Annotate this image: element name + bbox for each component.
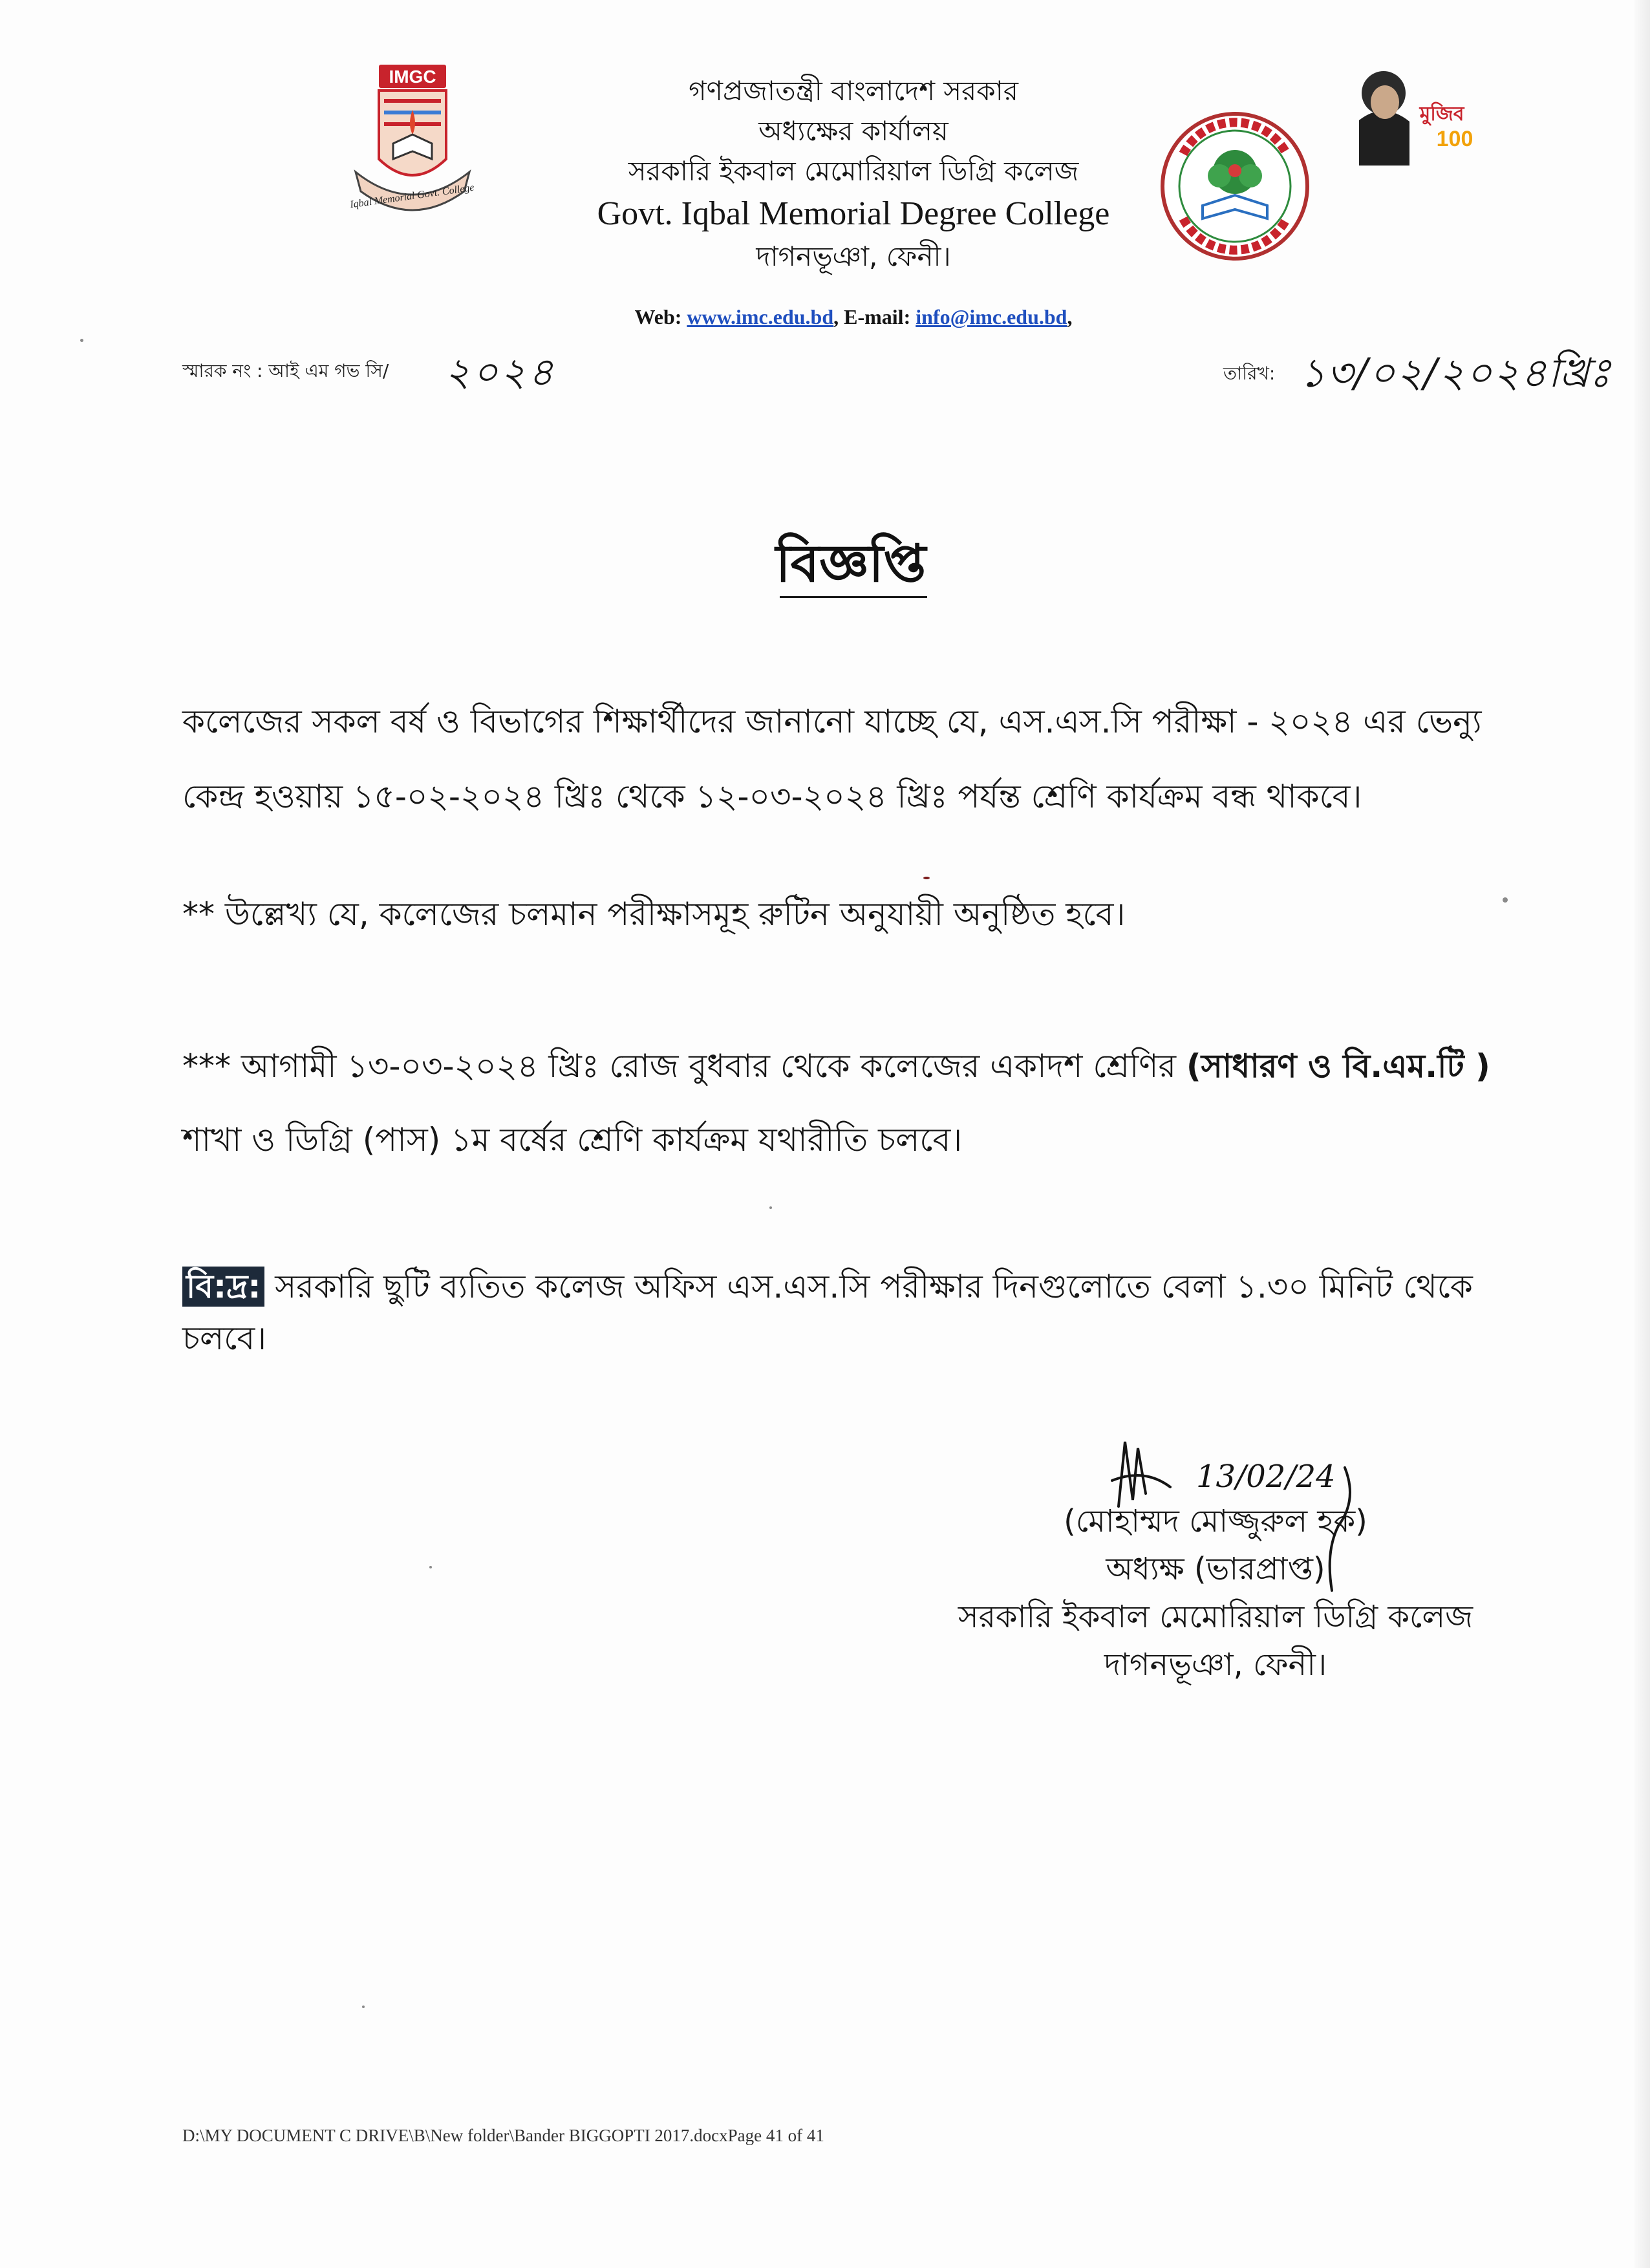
scan-edge: [1634, 0, 1650, 2268]
gov-name: গণপ্রজাতন্ত্রী বাংলাদেশ সরকার: [689, 75, 1018, 107]
notice-paragraph-1: কলেজের সকল বর্ষ ও বিভাগের শিক্ষার্থীদের জানানো যাচ্ছে যে, এস.এস.সি পরীক্ষা - ২০২৪ এর ভেন্যু কেন্দ্র হওয়ায় ১৫-০২-২০২৪ খ্রিঃ থেকে ১২-০৩-২০২৪ খ্রিঃ পর্যন্ত শ্রেণি কার্যক্রম বন্ধ থাকবে।: [182, 703, 1482, 815]
notice-title: বিজ্ঞপ্তি: [775, 533, 927, 594]
note-tag: বি:দ্র:: [182, 1267, 264, 1307]
college-logo: [348, 62, 477, 224]
website-link[interactable]: www.imc.edu.bd: [687, 305, 834, 328]
logo-banner: Iqbal Memorial Govt. College: [349, 182, 475, 211]
signatory-name: (মোহাম্মদ মোজ্জুরুল হক): [1064, 1503, 1367, 1539]
scan-speck: [80, 339, 83, 342]
college-name-bn: সরকারি ইকবাল মেমোরিয়াল ডিগ্রি কলেজ: [628, 155, 1079, 187]
date-label: তারিখ:: [1223, 363, 1276, 384]
notice-paragraph-4: [182, 1261, 1540, 1364]
college-location: দাগনভূঞা, ফেনী।: [756, 241, 951, 272]
notice-paragraph-2: ** উল্লেখ্য যে, কলেজের চলমান পরীক্ষাসমূহ রুটিন অনুযায়ী অনুষ্ঠিত হবে।: [182, 895, 1126, 933]
scan-speck: [923, 877, 930, 879]
date-value: ১৩/০২/২০২৪খ্রিঃ: [1300, 349, 1612, 396]
p3-text-b: শাখা ও ডিগ্রি (পাস) ১ম বর্ষের শ্রেণি কার্যক্রম যথারীতি চলবে।: [182, 1121, 963, 1159]
college-name-en: Govt. Iqbal Memorial Degree College: [597, 195, 1110, 232]
scan-speck: [1503, 897, 1508, 903]
contact-suffix: ,: [1067, 305, 1073, 328]
signature-date: 13/02/24: [1196, 1459, 1336, 1495]
memo-label: স্মারক নং : আই এম গভ সি/: [182, 360, 389, 381]
signatory-designation: অধ্যক্ষ (ভারপ্রাপ্ত): [1106, 1551, 1325, 1587]
scan-speck: [429, 1566, 432, 1568]
shikkha-seal-logo: [1157, 109, 1312, 264]
mujib-100-logo: [1345, 62, 1481, 172]
office-name: অধ্যক্ষের কার্যালয়: [758, 115, 948, 147]
memo-number: ২০২৪: [445, 350, 556, 395]
p4-text: সরকারি ছুটি ব্যতিত কলেজ অফিস এস.এস.সি পরীক্ষার দিনগুলোতে বেলা ১.৩০ মিনিট থেকে চলবে।: [182, 1268, 1473, 1357]
letterhead: [517, 71, 1190, 277]
file-path-footer: D:\MY DOCUMENT C DRIVE\B\New folder\Bander BIGGOPTI 2017.docxPage 41 of 41: [182, 2126, 824, 2145]
scan-speck: [769, 1206, 772, 1209]
contact-line: [517, 305, 1190, 329]
hundred-text: 100: [1436, 127, 1473, 151]
signatory-institution: সরকারি ইকবাল মেমোরিয়াল ডিগ্রি কলেজ: [958, 1599, 1473, 1635]
email-label: , E-mail:: [833, 305, 916, 328]
logo-abbrev: IMGC: [389, 67, 436, 87]
title-underline: [780, 596, 927, 598]
p3-bold: (সাধারণ ও বি.এম.টি ): [1186, 1047, 1490, 1085]
scan-speck: [362, 2006, 365, 2008]
mujib-text: মুজিব: [1419, 103, 1464, 125]
signature-block: [950, 1497, 1481, 1689]
signatory-location: দাগনভূঞা, ফেনী।: [1104, 1647, 1327, 1683]
notice-paragraph-3: [182, 1029, 1540, 1177]
p3-text-a: *** আগামী ১৩-০৩-২০২৪ খ্রিঃ রোজ বুধবার থেকে কলেজের একাদশ শ্রেণির: [182, 1047, 1186, 1085]
email-link[interactable]: info@imc.edu.bd: [916, 305, 1067, 328]
web-label: Web:: [634, 305, 687, 328]
